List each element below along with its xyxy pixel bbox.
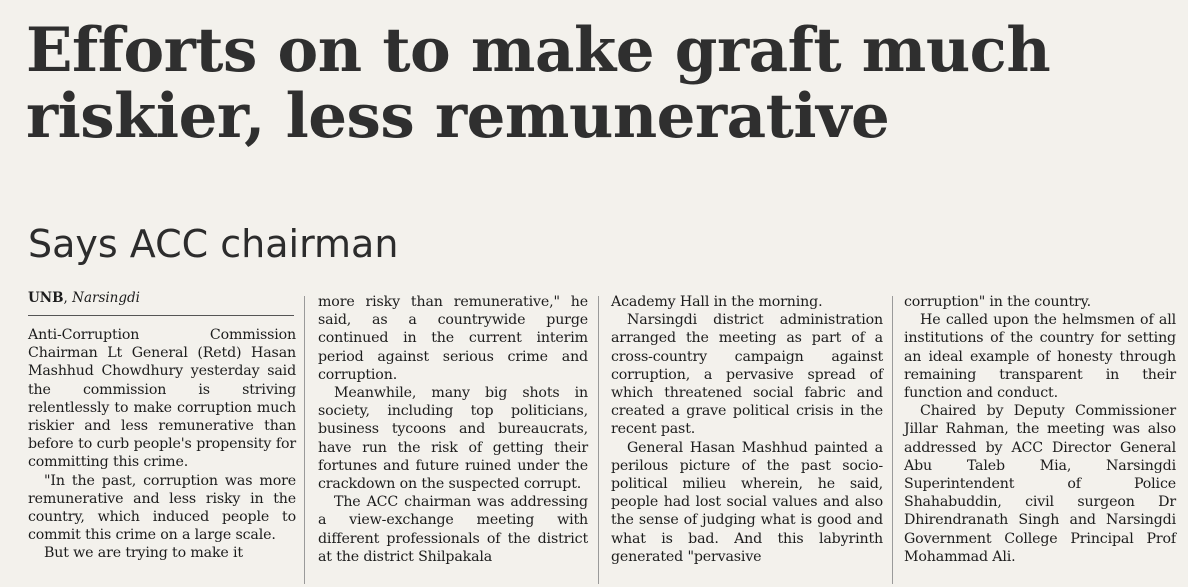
paragraph: He called upon the helmsmen of all institutions of the country for setting an ideal example of honesty through remaining transparent in their function and conduct. bbox=[904, 312, 1176, 402]
article-column-3 bbox=[611, 293, 883, 566]
paragraph: "In the past, corruption was more remunerative and less risky in the country, which induced people to commit this crime on a large scale. bbox=[28, 472, 296, 544]
paragraph: Chaired by Deputy Commissioner Jillar Rahman, the meeting was also addressed by ACC Director General Abu Taleb Mia, Narsingdi Superintendent of Police Shahabuddin, civil surgeon Dr Dhirendranath Singh and Narsingdi Government College Principal Prof Mohammad Ali. bbox=[904, 403, 1176, 565]
byline-agency: UNB bbox=[28, 290, 64, 306]
article-column-2 bbox=[318, 293, 588, 566]
byline-separator: , bbox=[63, 290, 73, 306]
column-divider bbox=[892, 296, 893, 584]
paragraph: Meanwhile, many big shots in society, including top politicians, business tycoons and bureaucrats, have run the risk of getting their fortunes and future ruined under the crackdown on the suspected corrupt. bbox=[318, 385, 588, 493]
column-divider bbox=[304, 296, 305, 584]
paragraph: General Hasan Mashhud painted a perilous picture of the past socio-political milieu wherein, he said, people had lost social values and also the sense of judging what is good and what is bad. And this labyrinth generated "pervasive bbox=[611, 439, 883, 565]
paragraph: The ACC chairman was addressing a view-exchange meeting with different professionals of the district at the district Shilpakala bbox=[318, 494, 588, 565]
byline bbox=[28, 290, 140, 306]
paragraph: corruption" in the country. bbox=[904, 294, 1091, 310]
paragraph: Academy Hall in the morning. bbox=[611, 294, 823, 310]
byline-place: Narsingdi bbox=[72, 290, 140, 306]
paragraph: But we are trying to make it bbox=[44, 545, 243, 562]
paragraph: Narsingdi district administration arranged the meeting as part of a cross-country campaign against corruption, a pervasive spread of which threatened social fabric and created a grave political crisis in the recent past. bbox=[611, 312, 883, 438]
article-column-4 bbox=[904, 293, 1176, 566]
headline: Efforts on to make graft much riskier, less remunerative bbox=[26, 15, 1051, 152]
article-column-1 bbox=[28, 326, 296, 563]
byline-rule bbox=[28, 315, 294, 316]
lead-paragraph: Anti-Corruption Commission Chairman Lt General (Retd) Hasan Mashhud Chowdhury yesterday said the commission is striving relentlessly to make corruption much riskier and less remunerative than before to curb people's propensity for committing this crime. bbox=[28, 327, 296, 471]
kicker-subheadline: Says ACC chairman bbox=[28, 222, 399, 266]
paragraph: more risky than remunerative," he said, as a countrywide purge continued in the current interim period against serious crime and corruption. bbox=[318, 294, 588, 383]
column-divider bbox=[598, 296, 599, 584]
